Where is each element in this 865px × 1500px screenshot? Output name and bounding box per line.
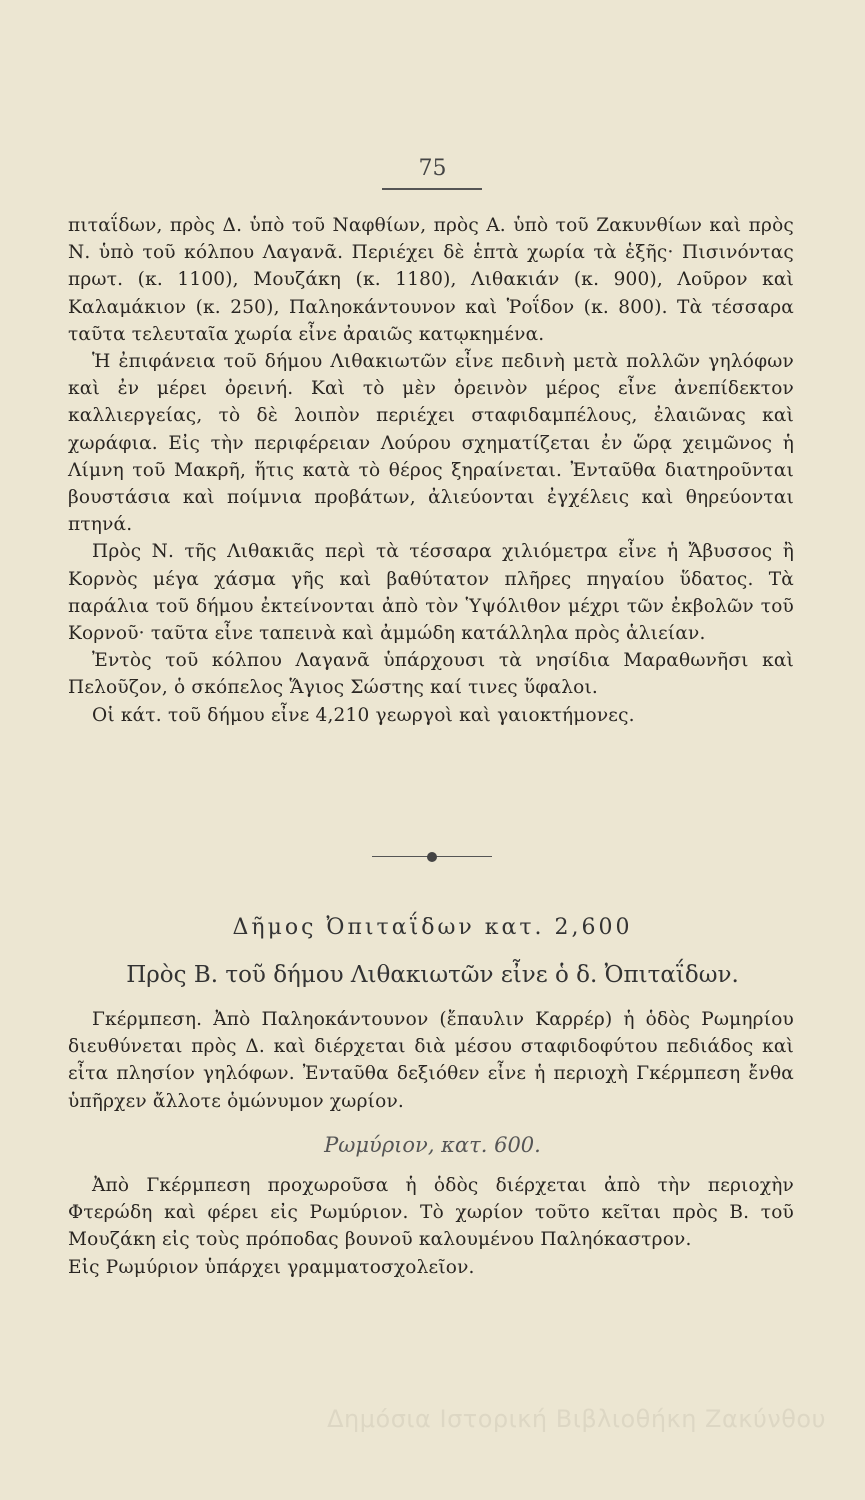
- section-heading: Δῆμος Ὀπιταΐδων κατ. 2,600: [232, 915, 633, 940]
- paragraph: Ἡ ἐπιφάνεια τοῦ δήμου Λιθακιωτῶν εἶνε πεδινὴ μετὰ πολλῶν γηλόφων καὶ ἐν μέρει ὀρεινή. Καὶ τὸ μὲν ὀρεινὸν μέρος εἶνε ἀνεπίδεκτον καλλιεργείας, τὸ δὲ λοιπὸν περιέχει σταφιδαμπέλους, ἐλαιῶνας καὶ χωράφια. Εἰς τὴν περιφέρειαν Λούρου σχηματίζεται ἐν ὥρᾳ χειμῶνος ἡ Λίμνη τοῦ Μακρῆ, ἥτις κατὰ τὸ θέρος ξηραίνεται. Ἐνταῦθα διατηροῦνται βουστάσια καὶ ποίμνια προβάτων, ἀλιεύονται ἐγχέλεις καὶ θηρεύονται πτηνά.: [68, 351, 794, 536]
- library-watermark: Δημόσια Ιστορική Βιβλιοθήκη Ζακύνθου: [327, 1405, 826, 1433]
- header-rule: [382, 188, 482, 190]
- paragraph: Πρὸς Ν. τῆς Λιθακιᾶς περὶ τὰ τέσσαρα χιλιόμετρα εἶνε ἡ Ἄβυσσος ἢ Κορνὸς μέγα χάσμα γῆς καὶ βαθύτατον πλῆρες πηγαίου ὕδατος. Τὰ παράλια τοῦ δήμου ἐκτείνονται ἀπὸ τὸν Ὑψόλιθον μέχρι τῶν ἐκβολῶν τοῦ Κορνοῦ· ταῦτα εἶνε ταπεινὰ καὶ ἀμμώδη κατάλληλα πρὸς ἁλιείαν.: [68, 541, 794, 645]
- paragraph: Εἰς Ρωμύριον ὑπάρχει γραμματοσχολεῖον.: [68, 1256, 475, 1278]
- page-number: 75: [418, 156, 447, 181]
- section-text: [68, 1006, 794, 1115]
- paragraph: Ἀπὸ Γκέρμπεση προχωροῦσα ἡ ὁδὸς διέρχεται ἀπὸ τὴν περιοχὴν Φτερώδη καὶ φέρει εἰς Ρωμύριον. Τὸ χωρίον τοῦτο κεῖται πρὸς Β. τοῦ Μουζάκη εἰς τοὺς πρόποδας βουνοῦ καλουμένου Παληόκαστρον.: [68, 1175, 794, 1251]
- paragraph: πιταΐδων, πρὸς Δ. ὑπὸ τοῦ Ναφθίων, πρὸς Α. ὑπὸ τοῦ Ζακυνθίων καὶ πρὸς Ν. ὑπὸ τοῦ κόλπου Λαγανᾶ. Περιέχει δὲ ἑπτὰ χωρία τὰ ἑξῆς· Πισινόντας πρωτ. (κ. 1100), Μουζάκη (κ. 1180), Λιθακιάν (κ. 900), Λοῦρον καὶ Καλαμάκιον (κ. 250), Παληοκάντουνον καὶ Ῥοΐδον (κ. 800). Τὰ τέσσαρα ταῦτα τελευταῖα χωρία εἶνε ἀραιῶς κατῳκημένα.: [68, 215, 794, 345]
- village-title: Ρωμύριον, κατ. 600.: [324, 1133, 541, 1157]
- divider-ornament: [427, 852, 437, 862]
- village-text: [68, 1172, 794, 1281]
- paragraph: Ἐντὸς τοῦ κόλπου Λαγανᾶ ὑπάρχουσι τὰ νησίδια Μαραθωνῆσι καὶ Πελοῦζον, ὁ σκόπελος Ἅγιος Σώστης καί τινες ὕφαλοι.: [68, 650, 794, 699]
- section-divider: [372, 852, 492, 862]
- paragraph: Οἱ κάτ. τοῦ δήμου εἶνε 4,210 γεωργοὶ καὶ γαιοκτήμονες.: [92, 704, 635, 726]
- paragraph: Γκέρμπεση. Ἀπὸ Παληοκάντουνον (ἔπαυλιν Καρρέρ) ἡ ὁδὸς Ρωμηρίου διευθύνεται πρὸς Δ. καὶ διέρχεται διὰ μέσου σταφιδοφύτου πεδιάδος καὶ εἶτα πλησίον γηλόφων. Ἐνταῦθα δεξιόθεν εἶνε ἡ περιοχὴ Γκέρμπεση ἔνθα ὑπῆρχεν ἄλλοτε ὁμώνυμον χωρίον.: [68, 1009, 794, 1112]
- section-subtitle: Πρὸς Β. τοῦ δήμου Λιθακιωτῶν εἶνε ὁ δ. Ὀπιταΐδων.: [126, 962, 739, 988]
- body-text: [68, 212, 794, 729]
